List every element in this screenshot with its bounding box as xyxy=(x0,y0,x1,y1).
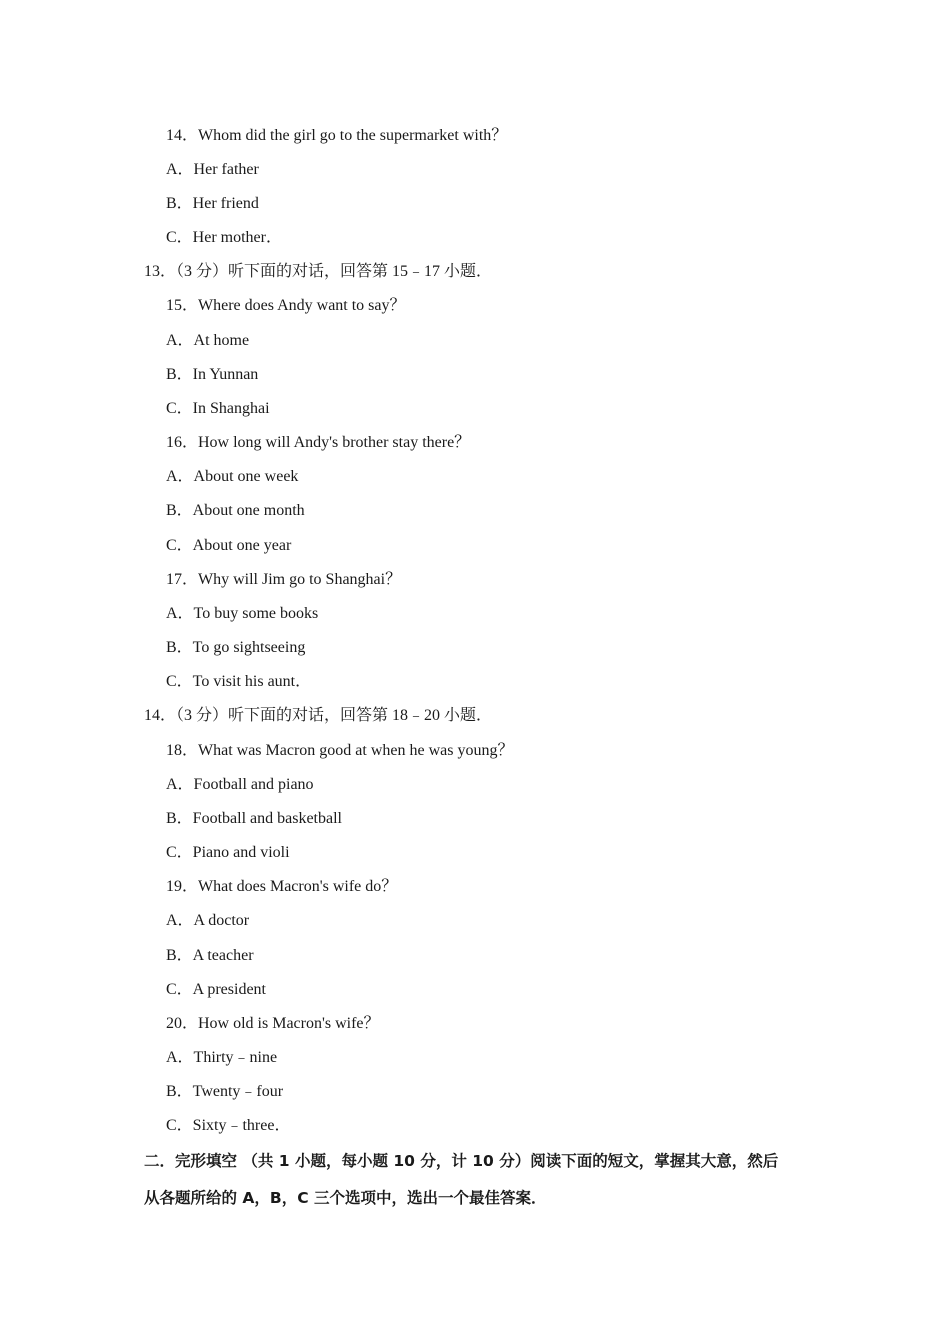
option-15-a: A．At home xyxy=(166,332,250,349)
option-18-b: B．Football and basketball xyxy=(166,810,342,827)
option-16-b: B．About one month xyxy=(166,502,305,519)
option-16-c: C．About one year xyxy=(166,537,292,554)
section-2-heading-line1: 二．完形填空 （共 1 小题，每小题 10 分，计 10 分）阅读下面的短文，掌握其大意，然后 xyxy=(144,1152,779,1170)
option-15-b: B．In Yunnan xyxy=(166,366,259,383)
option-18-a: A．Football and piano xyxy=(166,776,314,793)
option-17-a: A．To buy some books xyxy=(166,605,319,622)
question-14: 14．Whom did the girl go to the supermarket with？ xyxy=(166,127,508,144)
option-18-c: C．Piano and violi xyxy=(166,844,290,861)
option-14-b: B．Her friend xyxy=(166,195,259,212)
question-19: 19．What does Macron's wife do？ xyxy=(166,878,398,895)
option-14-c: C．Her mother． xyxy=(166,229,282,246)
option-17-c: C．To visit his aunt． xyxy=(166,673,312,690)
option-17-b: B．To go sightseeing xyxy=(166,639,306,656)
option-20-c: C．Sixty﹣three． xyxy=(166,1117,291,1134)
option-19-c: C．A president xyxy=(166,981,266,998)
option-14-a: A．Her father xyxy=(166,161,259,178)
option-20-b: B．Twenty﹣four xyxy=(166,1083,284,1100)
section-13-heading: 13．（3 分）听下面的对话，回答第 15﹣17 小题． xyxy=(144,263,493,280)
question-15: 15．Where does Andy want to say？ xyxy=(166,297,406,314)
option-19-b: B．A teacher xyxy=(166,947,254,964)
question-18: 18．What was Macron good at when he was young？ xyxy=(166,742,514,759)
option-15-c: C．In Shanghai xyxy=(166,400,270,417)
section-2-heading-line2: 从各题所给的 A，B，C 三个选项中，选出一个最佳答案． xyxy=(144,1189,547,1207)
question-17: 17．Why will Jim go to Shanghai？ xyxy=(166,571,402,588)
section-14-heading: 14．（3 分）听下面的对话，回答第 18﹣20 小题． xyxy=(144,707,493,724)
question-20: 20．How old is Macron's wife？ xyxy=(166,1015,380,1032)
option-19-a: A．A doctor xyxy=(166,912,250,929)
option-20-a: A．Thirty﹣nine xyxy=(166,1049,278,1066)
question-16: 16．How long will Andy's brother stay there？ xyxy=(166,434,471,451)
option-16-a: A．About one week xyxy=(166,468,299,485)
